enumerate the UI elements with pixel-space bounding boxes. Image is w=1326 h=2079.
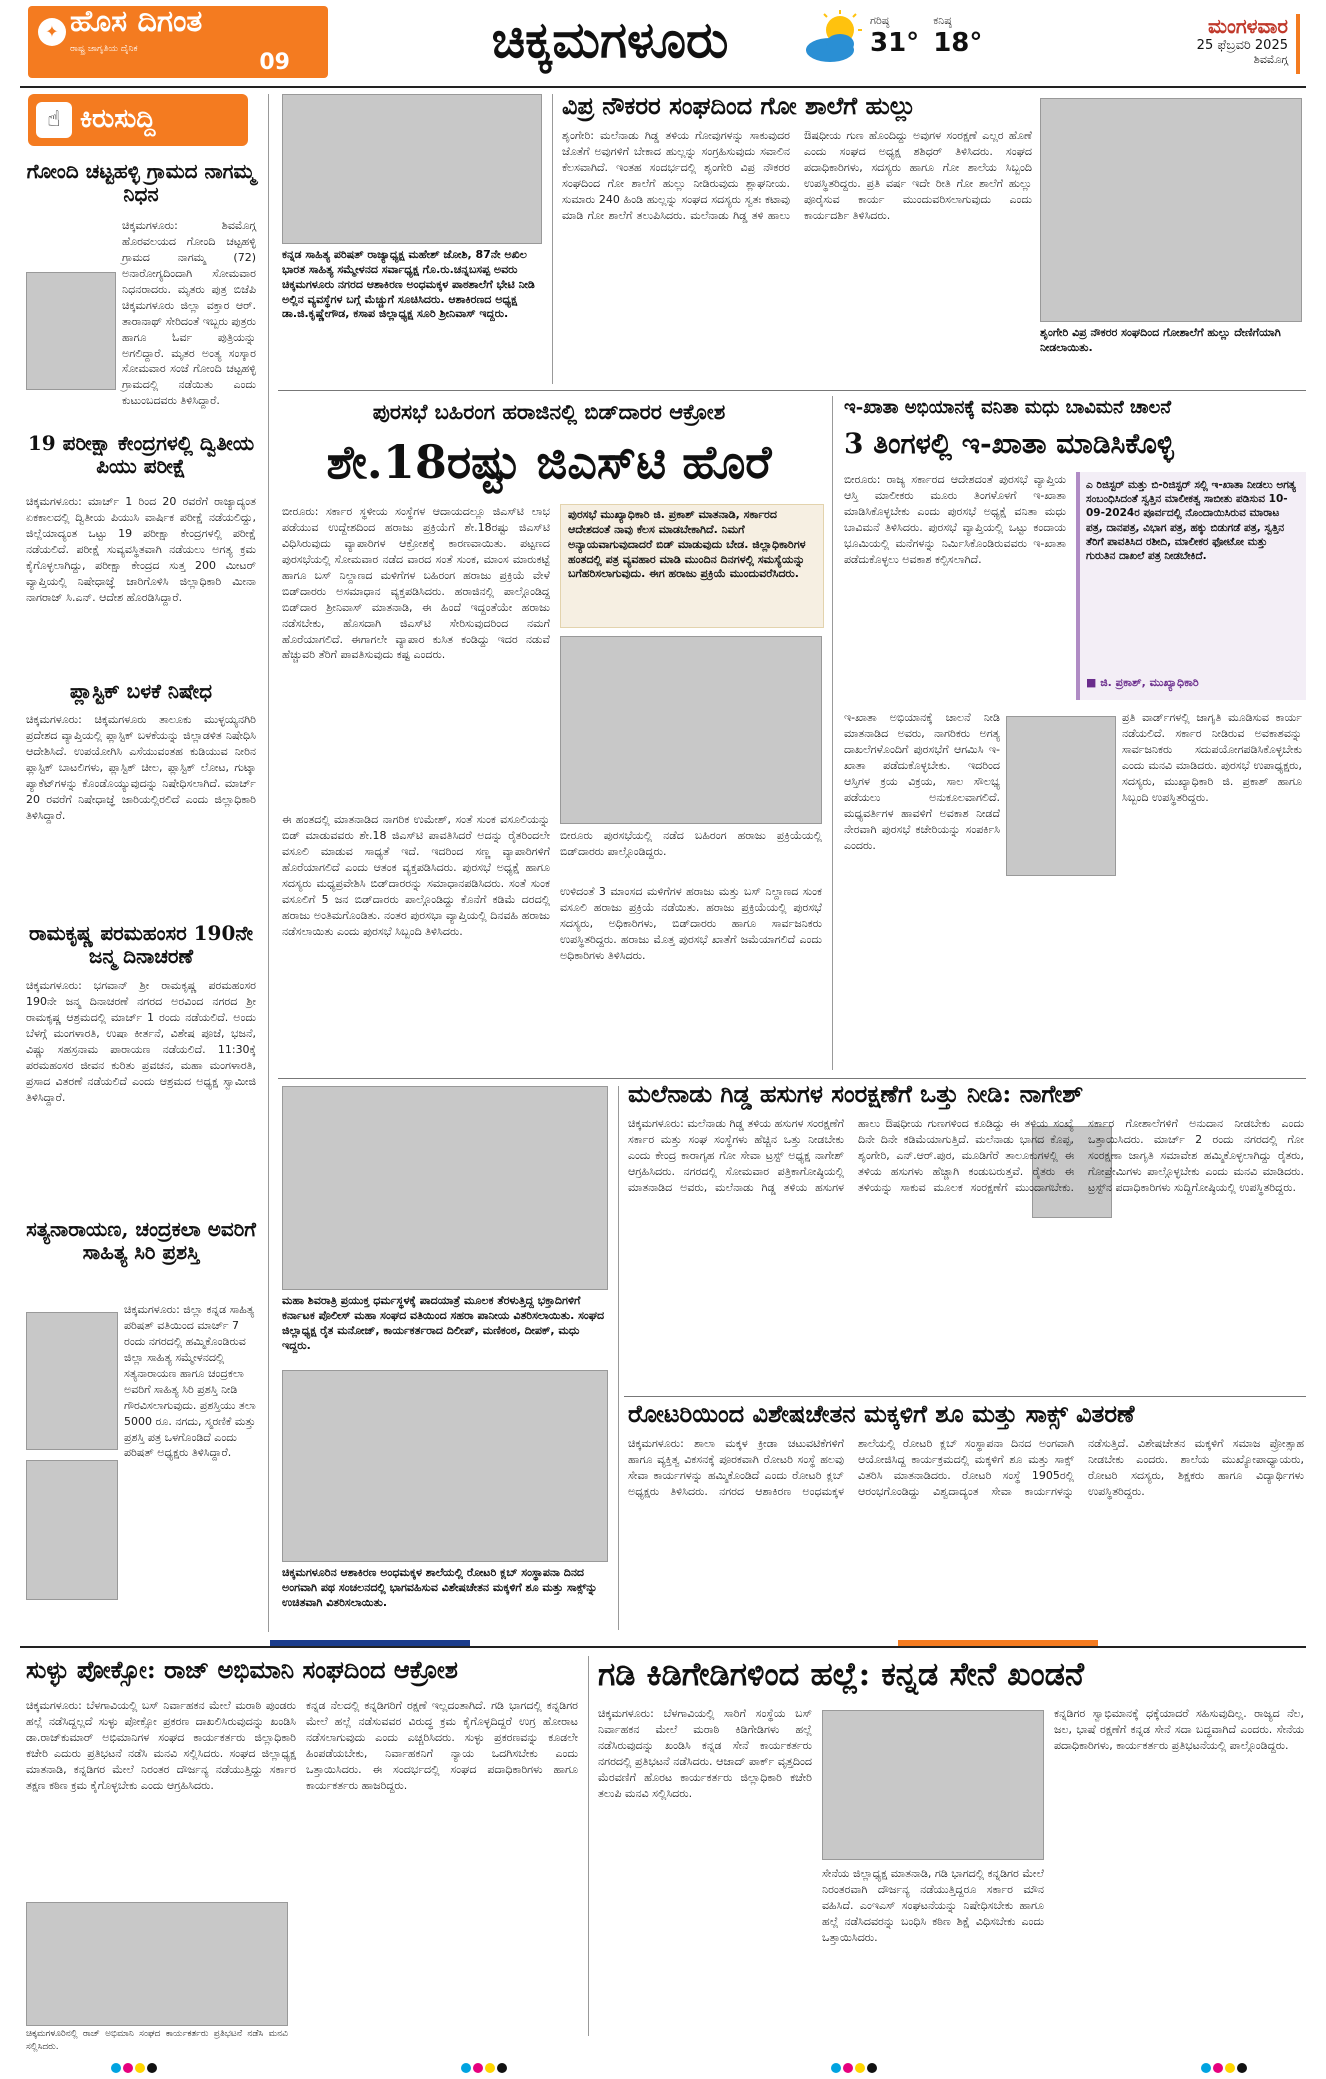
section-rule [278, 390, 1306, 391]
kasapa-visit-photo [282, 94, 542, 244]
ekhata-text-1: ಬೀರೂರು: ರಾಜ್ಯ ಸರ್ಕಾರದ ಆದೇಶದಂತೆ ಪುರಸಭೆ ವ್ಯಾಪ್ತಿಯ ಆಸ್ತಿ ಮಾಲೀಕರು ಮೂರು ತಿಂಗಳೊಳಗೆ ಇ-ಖಾತಾ ಮಾಡಿಸಿಕೊಳ್ಳಬೇಕು ಎಂದು ಪುರಸಭೆ ಅಧ್ಯಕ್ಷೆ ವನಿತಾ ಮಧು ಬಾವಿಮನೆ ತಿಳಿಸಿದರು. ಪುರಸಭೆ ವ್ಯಾಪ್ತಿಯಲ್ಲಿ ಒಟ್ಟು ಕಂದಾಯ ಭೂಮಿಯಲ್ಲಿ ಮನೆಗಳನ್ನು ನಿರ್ಮಿಸಿಕೊಂಡಿರುವವರು ಇ-ಖಾತಾ ಪಡೆದುಕೊಳ್ಳಲು ಅವಕಾಶ ಕಲ್ಪಿಸಲಾಗಿದೆ. [844, 473, 1066, 566]
lead-headline: ಶೇ.18ರಷ್ಟು ಜಿಎಸ್‌ಟಿ ಹೊರೆ [326, 435, 772, 489]
brief-4-text: ಚಿಕ್ಕಮಗಳೂರು: ಭಗವಾನ್ ಶ್ರೀ ರಾಮಕೃಷ್ಣ ಪರಮಹಂಸರ 190ನೇ ಜನ್ಮ ದಿನಾಚರಣೆ ನಗರದ ಅರವಿಂದ ನಗರದ ಶ್ರೀ ರಾಮಕೃಷ್ಣ ಆಶ್ರಮದಲ್ಲಿ ಮಾರ್ಚ್ 1 ರಂದು ನಡೆಯಲಿದೆ. ಅಂದು ಬೆಳಗ್ಗೆ ಮಂಗಳಾರತಿ, ಉಷಾ ಕೀರ್ತನೆ, ವಿಶೇಷ ಪೂಜೆ, ಭಜನೆ, ವಿಷ್ಣು ಸಹಸ್ರನಾಮ ಪಾರಾಯಣ ನಡೆಯಲಿದೆ. 11:30ಕ್ಕೆ ಪರಮಹಂಸರ ಜೀವನ ಕುರಿತು ಪ್ರವಚನ, ಮಹಾ ಮಂಗಳಾರತಿ, ಪ್ರಸಾದ ವಿತರಣೆ ನಡೆಯಲಿದೆ ಎಂದು ಆಶ್ರಮದ ಅಧ್ಯಕ್ಷ ಸ್ವಾಮೀಜಿ ತಿಳಿಸಿದ್ದಾರೆ. [26, 979, 256, 1104]
lead-text-3: ಉಳಿದಂತೆ 3 ಮಾಂಸದ ಮಳಿಗೆಗಳ ಹರಾಜು ಮತ್ತು ಬಸ್ ನಿಲ್ದಾಣದ ಸುಂಕ ವಸೂಲಿ ಹರಾಜು ಪ್ರಕ್ರಿಯೆ ನಡೆಯಿತು. ಹರಾಜು ಪ್ರಕ್ರಿಯೆಯಲ್ಲಿ ಪುರಸಭೆ ಸದಸ್ಯರು, ಅಧಿಕಾರಿಗಳು, ಬಿಡ್‌ದಾರರು ಹಾಗೂ ಸಾರ್ವಜನಿಕರು ಉಪಸ್ಥಿತರಿದ್ದರು. ಹರಾಜು ಮೊತ್ತ ಪುರಸಭೆ ಖಾತೆಗೆ ಜಮೆಯಾಗಲಿದೆ ಎಂದು ಅಧಿಕಾರಿಗಳು ತಿಳಿಸಿದರು. [560, 885, 822, 962]
pocso-text-2: ಕನ್ನಡ ನೆಲದಲ್ಲಿ ಕನ್ನಡಿಗರಿಗೆ ರಕ್ಷಣೆ ಇಲ್ಲದಂತಾಗಿದೆ. ಗಡಿ ಭಾಗದಲ್ಲಿ ಕನ್ನಡಿಗರ ಮೇಲೆ ಹಲ್ಲೆ ನಡೆಸುವವರ ವಿರುದ್ಧ ಕ್ರಮ ಕೈಗೊಳ್ಳದಿದ್ದರೆ ಉಗ್ರ ಹೋರಾಟ ನಡೆಸಲಾಗುವುದು ಎಂದು ಎಚ್ಚರಿಸಿದರು. ಸುಳ್ಳು ಪ್ರಕರಣವನ್ನು ಕೂಡಲೇ ಹಿಂಪಡೆಯಬೇಕು, ನಿರ್ವಾಹಕನಿಗೆ ನ್ಯಾಯ ಒದಗಿಸಬೇಕು ಎಂದು ಒತ್ತಾಯಿಸಿದರು. ಈ ಸಂದರ್ಭದಲ್ಲಿ ಸಂಘದ ಪದಾಧಿಕಾರಿಗಳು ಹಾಗೂ ಕಾರ್ಯಕರ್ತರು ಹಾಜರಿದ್ದರು. [306, 1699, 578, 1792]
brief-1-body: ಚಿಕ್ಕಮಗಳೂರು: ಶಿವಮೊಗ್ಗ ಹೊರವಲಯದ ಗೋಂದಿ ಚಟ್ಟಹಳ್ಳಿ ಗ್ರಾಮದ ನಾಗಮ್ಮ (72) ಅನಾರೋಗ್ಯದಿಂದಾಗಿ ಸೋಮವಾರ ನಿಧನರಾದರು. ಮೃತರು ಪುತ್ರ ಬಿಜೆಪಿ ಚಿಕ್ಕಮಗಳೂರು ಜಿಲ್ಲಾ ವಕ್ತಾರ ಆರ್. ತಾರಾನಾಥ್ ಸೇರಿದಂತೆ ಇಬ್ಬರು ಪುತ್ರರು ಹಾಗೂ ಓರ್ವ ಪುತ್ರಿಯನ್ನು ಅಗಲಿದ್ದಾರೆ. ಮೃತರ ಅಂತ್ಯ ಸಂಸ್ಕಾರ ಸೋಮವಾರ ಸಂಜೆ ಗೋಂದಿ ಚಟ್ಟಹಳ್ಳಿ ಗ್ರಾಮದಲ್ಲಿ ನಡೆಯಿತು ಎಂದು ಕುಟುಂಬದವರು ತಿಳಿಸಿದ್ದಾರೆ. [122, 219, 256, 408]
brief-3-title: ಪ್ಲಾಸ್ಟಿಕ್ ಬಳಕೆ ನಿಷೇಧ [69, 679, 213, 703]
column-rule [268, 94, 269, 1632]
min-temp-label: ಕನಿಷ್ಠ [933, 14, 952, 27]
pocso-photo [26, 1902, 288, 2026]
goshala-text: ಶೃಂಗೇರಿ: ಮಲೆನಾಡು ಗಿಡ್ಡ ತಳಿಯ ಗೋವುಗಳನ್ನು ಸಾಕುವುದರ ಜೊತೆಗೆ ಅವುಗಳಿಗೆ ಬೇಕಾದ ಹುಲ್ಲನ್ನು ಸಂಗ್ರಹಿಸುವುದು ಸವಾಲಿನ ಕೆಲಸವಾಗಿದೆ. ಇಂತಹ ಸಂದರ್ಭದಲ್ಲಿ ಶೃಂಗೇರಿ ವಿಪ್ರ ನೌಕರರ ಸಂಘದಿಂದ ಗೋ ಶಾಲೆಗೆ ಹುಲ್ಲು ನೀಡಿರುವುದು ಶ್ಲಾಘನೀಯ. ಸುಮಾರು 240 ಹಿಂಡಿ ಹುಲ್ಲನ್ನು ಸಂಘದ ಸದಸ್ಯರು ಸ್ವತಃ ಕಟಾವು ಮಾಡಿ ಗೋ ಶಾಲೆಗೆ ತಲುಪಿಸಿದರು. ಮಲೆನಾಡು ಗಿಡ್ಡ ತಳಿ ಹಾಲು ಔಷಧೀಯ ಗುಣ ಹೊಂದಿದ್ದು ಅವುಗಳ ಸಂರಕ್ಷಣೆ ಎಲ್ಲರ ಹೊಣೆ ಎಂದು ಸಂಘದ ಅಧ್ಯಕ್ಷ ಶಶಿಧರ್ ತಿಳಿಸಿದರು. ಸಂಘದ ಪದಾಧಿಕಾರಿಗಳು, ಸದಸ್ಯರು ಹಾಗೂ ಗೋ ಶಾಲೆಯ ಸಿಬ್ಬಂದಿ ಉಪಸ್ಥಿತರಿದ್ದರು. ಪ್ರತಿ ವರ್ಷ ಇದೇ ರೀತಿ ಗೋ ಶಾಲೆಗೆ ಹುಲ್ಲು ಪೂರೈಸುವ ಕಾರ್ಯ ಮುಂದುವರಿಸಲಾಗುವುದು ಎಂದು ಕಾರ್ಯದರ್ಶಿ ತಿಳಿಸಿದರು. [562, 129, 1032, 222]
cyan-dot [831, 2063, 841, 2073]
ekhata-text-2: ಇ-ಖಾತಾ ಅಭಿಯಾನಕ್ಕೆ ಚಾಲನೆ ನೀಡಿ ಮಾತನಾಡಿದ ಅವರು, ನಾಗರಿಕರು ಅಗತ್ಯ ದಾಖಲೆಗಳೊಂದಿಗೆ ಪುರಸಭೆಗೆ ಆಗಮಿಸಿ ಇ-ಖಾತಾ ಪಡೆದುಕೊಳ್ಳಬೇಕು. ಇದರಿಂದ ಆಸ್ತಿಗಳ ಕ್ರಯ ವಿಕ್ರಯ, ಸಾಲ ಸೌಲಭ್ಯ ಪಡೆಯಲು ಅನುಕೂಲವಾಗಲಿದೆ. ಮಧ್ಯವರ್ತಿಗಳ ಹಾವಳಿಗೆ ಅವಕಾಶ ನೀಡದೆ ನೇರವಾಗಿ ಪುರಸಭೆ ಕಚೇರಿಯನ್ನು ಸಂಪರ್ಕಿಸಿ ಎಂದರು. [844, 711, 1000, 852]
yellow-dot [135, 2063, 145, 2073]
section-rule [624, 1396, 1306, 1397]
registration-marks [830, 2058, 910, 2072]
yellow-dot [485, 2063, 495, 2073]
kannada-sene-photo [822, 1710, 1044, 1860]
column-rule [552, 94, 553, 384]
pocso-text-1: ಚಿಕ್ಕಮಗಳೂರು: ಬೆಳಗಾವಿಯಲ್ಲಿ ಬಸ್ ನಿರ್ವಾಹಕನ ಮೇಲೆ ಮರಾಠಿ ಪುಂಡರು ಹಲ್ಲೆ ನಡೆಸಿದ್ದಲ್ಲದೆ ಸುಳ್ಳು ಪೋಕ್ಸೋ ಪ್ರಕರಣ ದಾಖಲಿಸಿರುವುದನ್ನು ಖಂಡಿಸಿ ಡಾ.ರಾಜ್‌ಕುಮಾರ್ ಅಭಿಮಾನಿಗಳ ಸಂಘದ ಕಾರ್ಯಕರ್ತರು ಜಿಲ್ಲಾಧಿಕಾರಿ ಕಚೇರಿ ಎದುರು ಪ್ರತಿಭಟನೆ ನಡೆಸಿ ಮನವಿ ಸಲ್ಲಿಸಿದರು. ಸಂಘದ ಜಿಲ್ಲಾಧ್ಯಕ್ಷ ಮಾತನಾಡಿ, ಕನ್ನಡಿಗರ ಮೇಲೆ ನಿರಂತರ ದೌರ್ಜನ್ಯ ನಡೆಯುತ್ತಿದ್ದು ಸರ್ಕಾರ ತಕ್ಷಣ ಕಠಿಣ ಕ್ರಮ ಕೈಗೊಳ್ಳಬೇಕು ಎಂದು ಆಗ್ರಹಿಸಿದರು. [26, 1699, 296, 1792]
magenta-dot [1213, 2063, 1223, 2073]
malnad-text: ಚಿಕ್ಕಮಗಳೂರು: ಮಲೆನಾಡು ಗಿಡ್ಡ ತಳಿಯ ಹಸುಗಳ ಸಂರಕ್ಷಣೆಗೆ ಸರ್ಕಾರ ಮತ್ತು ಸಂಘ ಸಂಸ್ಥೆಗಳು ಹೆಚ್ಚಿನ ಒತ್ತು ನೀಡಬೇಕು ಎಂದು ಕೇಂದ್ರ ಕಾರಾಗೃಹ ಗೋ ಸೇವಾ ಟ್ರಸ್ಟ್ ಅಧ್ಯಕ್ಷ ನಾಗೇಶ್ ಆಗ್ರಹಿಸಿದರು. ನಗರದಲ್ಲಿ ಸೋಮವಾರ ಪತ್ರಿಕಾಗೋಷ್ಠಿಯಲ್ಲಿ ಮಾತನಾಡಿದ ಅವರು, ಮಲೆನಾಡು ಗಿಡ್ಡ ತಳಿಯ ಹಸುಗಳ ಹಾಲು ಔಷಧೀಯ ಗುಣಗಳಿಂದ ಕೂಡಿದ್ದು ಈ ತಳಿಯ ಸಂಖ್ಯೆ ದಿನೇ ದಿನೇ ಕಡಿಮೆಯಾಗುತ್ತಿದೆ. ಮಲೆನಾಡು ಭಾಗದ ಕೊಪ್ಪ, ಶೃಂಗೇರಿ, ಎನ್.ಆರ್.ಪುರ, ಮೂಡಿಗೆರೆ ತಾಲೂಕುಗಳಲ್ಲಿ ಈ ತಳಿಯ ಹಸುಗಳು ಹೆಚ್ಚಾಗಿ ಕಂಡುಬರುತ್ತವೆ. ರೈತರು ಈ ತಳಿಯನ್ನು ಸಾಕುವ ಮೂಲಕ ಸಂರಕ್ಷಣೆಗೆ ಮುಂದಾಗಬೇಕು. ಸರ್ಕಾರ ಗೋಶಾಲೆಗಳಿಗೆ ಅನುದಾನ ನೀಡಬೇಕು ಎಂದು ಒತ್ತಾಯಿಸಿದರು. ಮಾರ್ಚ್ 2 ರಂದು ನಗರದಲ್ಲಿ ಗೋ ಸಂರಕ್ಷಣಾ ಜಾಗೃತಿ ಸಮಾವೇಶ ಹಮ್ಮಿಕೊಳ್ಳಲಾಗಿದ್ದು ರೈತರು, ಗೋಪ್ರೇಮಿಗಳು ಪಾಲ್ಗೊಳ್ಳಬೇಕು ಎಂದು ಮನವಿ ಮಾಡಿದರು. ಟ್ರಸ್ಟ್‌ನ ಪದಾಧಿಕಾರಿಗಳು ಸುದ್ದಿಗೋಷ್ಠಿಯಲ್ಲಿ ಉಪಸ್ಥಿತರಿದ್ದರು. [628, 1117, 1304, 1194]
lead-text-2: ಈ ಹಂತದಲ್ಲಿ ಮಾತನಾಡಿದ ನಾಗರಿಕ ಉಮೇಶ್, ಸಂತೆ ಸುಂಕ ವಸೂಲಿಯನ್ನು ಬಿಡ್ ಮಾಡುವವರು ಶೇ.18 ಜಿಎಸ್‌ಟಿ ಪಾವತಿಸಿದರೆ ಅದನ್ನು ರೈತರಿಂದಲೇ ವಸೂಲಿ ಮಾಡುವ ಸಾಧ್ಯತೆ ಇದೆ. ಇದರಿಂದ ಸಣ್ಣ ವ್ಯಾಪಾರಿಗಳಿಗೆ ಹೊರೆಯಾಗಲಿದೆ ಎಂದು ಆತಂಕ ವ್ಯಕ್ತಪಡಿಸಿದರು. ಪುರಸಭೆ ಅಧ್ಯಕ್ಷೆ ಹಾಗೂ ಸದಸ್ಯರು ಮಧ್ಯಪ್ರವೇಶಿಸಿ ಬಿಡ್‌ದಾರರನ್ನು ಸಮಾಧಾನಪಡಿಸಿದರು. ಸಂತೆ ಸುಂಕ ವಸೂಲಿಗೆ 5 ಜನ ಬಿಡ್‌ದಾರರು ಪಾಲ್ಗೊಂಡಿದ್ದು ಕೊನೆಗೆ ಕಡಿಮೆ ದರದಲ್ಲಿ ಹರಾಜು ಅಂತಿಮಗೊಂಡಿತು. ನಂತರ ಪುರಸಭಾ ವ್ಯಾಪ್ತಿಯಲ್ಲಿ ದಿನವಹಿ ಹರಾಜು ನಡೆಸಲಾಯಿತು ಎಂದು ಪುರಸಭೆ ಸಿಬ್ಬಂದಿ ತಿಳಿಸಿದರು. [282, 812, 550, 1074]
black-dot [147, 2063, 157, 2073]
date: 25 ಫೆಬ್ರವರಿ 2025 [1196, 38, 1288, 53]
ekhata-headline: 3 ತಿಂಗಳಲ್ಲಿ ಇ-ಖಾತಾ ಮಾಡಿಸಿಕೊಳ್ಳಿ [844, 427, 1174, 460]
magenta-dot [843, 2063, 853, 2073]
column-rule [588, 1656, 589, 2036]
lead-kicker: ಪುರಸಭೆ ಬಹಿರಂಗ ಹರಾಜಿನಲ್ಲಿ ಬಿಡ್‌ದಾರರ ಆಕ್ರೋಶ [372, 399, 726, 424]
brief-5-text: ಚಿಕ್ಕಮಗಳೂರು: ಜಿಲ್ಲಾ ಕನ್ನಡ ಸಾಹಿತ್ಯ ಪರಿಷತ್ ವತಿಯಿಂದ ಮಾರ್ಚ್ 7 ರಂದು ನಗರದಲ್ಲಿ ಹಮ್ಮಿಕೊಂಡಿರುವ ಜಿಲ್ಲಾ ಸಾಹಿತ್ಯ ಸಮ್ಮೇಳನದಲ್ಲಿ ಸತ್ಯನಾರಾಯಣ ಹಾಗೂ ಚಂದ್ರಕಲಾ ಅವರಿಗೆ ಸಾಹಿತ್ಯ ಸಿರಿ ಪ್ರಶಸ್ತಿ ನೀಡಿ ಗೌರವಿಸಲಾಗುವುದು. ಪ್ರಶಸ್ತಿಯು ತಲಾ 5000 ರೂ. ನಗದು, ಸ್ಮರಣಿಕೆ ಮತ್ತು ಪ್ರಶಸ್ತಿ ಪತ್ರ ಒಳಗೊಂಡಿದೆ ಎಂದು ಪರಿಷತ್ ಅಧ್ಯಕ್ಷರು ತಿಳಿಸಿದ್ದಾರೆ. [124, 1303, 256, 1460]
temperature-block [870, 14, 990, 74]
brief-4-title: ರಾಮಕೃಷ್ಣ ಪರಮಹಂಸರ 190ನೇ ಜನ್ಮ ದಿನಾಚರಣೆ [28, 921, 254, 968]
padayatra-photo [282, 1086, 608, 1290]
pocso-title: ಸುಳ್ಳು ಪೋಕ್ಸೋ: ರಾಜ್ ಅಭಿಮಾನಿ ಸಂಘದಿಂದ ಆಕ್ರೋಶ [26, 1655, 458, 1684]
page-number: 09 [259, 50, 290, 75]
pocso-photo-caption: ಚಿಕ್ಕಮಗಳೂರಿನಲ್ಲಿ ರಾಜ್ ಅಭಿಮಾನಿ ಸಂಘದ ಕಾರ್ಯಕರ್ತರು ಪ್ರತಿಭಟನೆ ನಡೆಸಿ ಮನವಿ ಸಲ್ಲಿಸಿದರು. [26, 2029, 288, 2053]
ekhata-highlight: ಎ ರಿಜಿಸ್ಟರ್ ಮತ್ತು ಬಿ-ರಿಜಿಸ್ಟರ್ ಸಲ್ಲಿ ಇ-ಖಾತಾ ನೀಡಲು ಅಗತ್ಯ ಸಂಬಂಧಿಸಿದಂತೆ ಸ್ವತ್ತಿನ ಮಾಲೀಕತ್ವ ಸಾಬೀತು ಪಡಿಸುವ 10-09-2024ರ ಪೂರ್ವದಲ್ಲಿ ನೊಂದಾಯಿಸಿರುವ ಮಾರಾಟ ಪತ್ರ, ದಾನಪತ್ರ, ವಿಭಾಗ ಪತ್ರ, ಹಕ್ಕು ಬಿಡುಗಡೆ ಪತ್ರ, ಸ್ವತ್ತಿನ ತೆರಿಗೆ ಪಾವತಿಸಿದ ರಶೀದಿ, ಮಾಲೀಕರ ಫೋಟೋ ಮತ್ತು ಗುರುತಿನ ದಾಖಲೆ ಪತ್ರ ನೀಡಬೇಕಿದೆ. [1086, 479, 1296, 562]
kannada-sene-text-1: ಚಿಕ್ಕಮಗಳೂರು: ಬೆಳಗಾವಿಯಲ್ಲಿ ಸಾರಿಗೆ ಸಂಸ್ಥೆಯ ಬಸ್ ನಿರ್ವಾಹಕನ ಮೇಲೆ ಮರಾಠಿ ಕಿಡಿಗೇಡಿಗಳು ಹಲ್ಲೆ ನಡೆಸಿರುವುದನ್ನು ಖಂಡಿಸಿ ಕನ್ನಡ ಸೇನೆ ಕಾರ್ಯಕರ್ತರು ನಗರದಲ್ಲಿ ಪ್ರತಿಭಟನೆ ನಡೆಸಿದರು. ಆಜಾದ್ ಪಾರ್ಕ್ ವೃತ್ತದಿಂದ ಮೆರವಣಿಗೆ ಹೊರಟ ಕಾರ್ಯಕರ್ತರು ಜಿಲ್ಲಾಧಿಕಾರಿ ಕಚೇರಿ ತಲುಪಿ ಮನವಿ ಸಲ್ಲಿಸಿದರು. [598, 1707, 812, 1800]
brief-5-title: ಸತ್ಯನಾರಾಯಣ, ಚಂದ್ರಕಲಾ ಅವರಿಗೆ ಸಾಹಿತ್ಯ ಸಿರಿ ಪ್ರಶಸ್ತಿ [26, 1217, 256, 1264]
malnad-title: ಮಲೆನಾಡು ಗಿಡ್ಡ ಹಸುಗಳ ಸಂರಕ್ಷಣೆಗೆ ಒತ್ತು ನೀಡಿ: ನಾಗೇಶ್ [628, 1079, 1084, 1108]
goshala-caption: ಶೃಂಗೇರಿ ವಿಪ್ರ ನೌಕರರ ಸಂಘದಿಂದ ಗೋಶಾಲೆಗೆ ಹುಲ್ಲು ದೇಣಿಗೆಯಾಗಿ ನೀಡಲಾಯಿತು. [1040, 326, 1281, 354]
date-block [1140, 14, 1300, 74]
chandrakala-photo [26, 1460, 118, 1600]
ekhata-highlight-signature: ■ ಜಿ. ಪ್ರಕಾಶ್, ಮುಖ್ಯಾಧಿಕಾರಿ [1086, 676, 1199, 689]
magenta-dot [473, 2063, 483, 2073]
rotary-photo-caption: ಚಿಕ್ಕಮಗಳೂರಿನ ಆಶಾಕಿರಣ ಅಂಧಮಕ್ಕಳ ಶಾಲೆಯಲ್ಲಿ ರೋಟರಿ ಕ್ಲಬ್ ಸಂಸ್ಥಾಪನಾ ದಿನದ ಅಂಗವಾಗಿ ಪಥ ಸಂಚಲನದಲ್ಲಿ ಭಾಗವಹಿಸುವ ವಿಶೇಷಚೇತನ ಮಕ್ಕಳಿಗೆ ಶೂ ಮತ್ತು ಸಾಕ್ಸ್‌ನ್ನು ಉಚಿತವಾಗಿ ವಿತರಿಸಲಾಯಿತು. [282, 1566, 598, 1609]
lead-photo-caption: ಬೀರೂರು ಪುರಸಭೆಯಲ್ಲಿ ನಡೆದ ಬಹಿರಂಗ ಹರಾಜು ಪ್ರಕ್ರಿಯೆಯಲ್ಲಿ ಬಿಡ್‌ದಾರರು ಪಾಲ್ಗೊಂಡಿದ್ದರು. [560, 829, 822, 858]
weekday: ಮಂಗಳವಾರ [1207, 14, 1288, 38]
masthead [0, 0, 1326, 84]
paper-tagline: ರಾಷ್ಟ್ರ ಜಾಗೃತಿಯ ದೈನಿಕ [70, 44, 138, 54]
rotary-photo [282, 1370, 608, 1562]
vanitha-photo [1006, 716, 1116, 876]
lead-photo [560, 636, 822, 824]
kannada-sene-title: ಗಡಿ ಕಿಡಿಗೇಡಿಗಳಿಂದ ಹಲ್ಲೆ: ಕನ್ನಡ ಸೇನೆ ಖಂಡನೆ [598, 1655, 1085, 1693]
kirusuddi-label: ಕಿರುಸುದ್ದಿ [80, 104, 156, 134]
registration-marks [110, 2058, 190, 2072]
cyan-dot [111, 2063, 121, 2073]
brief-1-title: ಗೋಂದಿ ಚಟ್ಟಹಳ್ಳಿ ಗ್ರಾಮದ ನಾಗಮ್ಮ ನಿಧನ [26, 159, 256, 206]
masthead-rule [20, 86, 1306, 88]
kannada-sene-text-3: ಕನ್ನಡಿಗರ ಸ್ವಾಭಿಮಾನಕ್ಕೆ ಧಕ್ಕೆಯಾದರೆ ಸಹಿಸುವುದಿಲ್ಲ. ರಾಜ್ಯದ ನೆಲ, ಜಲ, ಭಾಷೆ ರಕ್ಷಣೆಗೆ ಕನ್ನಡ ಸೇನೆ ಸದಾ ಬದ್ಧವಾಗಿದೆ ಎಂದರು. ಸೇನೆಯ ಪದಾಧಿಕಾರಿಗಳು, ಕಾರ್ಯಕರ್ತರು ಪ್ರತಿಭಟನೆಯಲ್ಲಿ ಪಾಲ್ಗೊಂಡಿದ್ದರು. [1054, 1707, 1304, 1752]
min-temp: 18° [933, 28, 983, 58]
yellow-dot [855, 2063, 865, 2073]
rotary-title: ರೋಟರಿಯಿಂದ ವಿಶೇಷಚೇತನ ಮಕ್ಕಳಿಗೆ ಶೂ ಮತ್ತು ಸಾಕ್ಸ್ ವಿತರಣೆ [628, 1399, 1135, 1428]
goshala-title: ವಿಪ್ರ ನೌಕರರ ಸಂಘದಿಂದ ಗೋ ಶಾಲೆಗೆ ಹುಲ್ಲು [562, 91, 916, 120]
brief-2-text: ಚಿಕ್ಕಮಗಳೂರು: ಮಾರ್ಚ್ 1 ರಿಂದ 20 ರವರೆಗೆ ರಾಜ್ಯಾದ್ಯಂತ ಏಕಕಾಲದಲ್ಲಿ ದ್ವಿತೀಯ ಪಿಯುಸಿ ವಾರ್ಷಿಕ ಪರೀಕ್ಷೆ ನಡೆಯಲಿದ್ದು, ಜಿಲ್ಲೆಯಾದ್ಯಂತ ಒಟ್ಟು 19 ಪರೀಕ್ಷಾ ಕೇಂದ್ರಗಳಲ್ಲಿ ಪರೀಕ್ಷೆ ನಡೆಯಲಿದೆ. ಪರೀಕ್ಷೆ ಸುವ್ಯವಸ್ಥಿತವಾಗಿ ನಡೆಯಲು ಅಗತ್ಯ ಕ್ರಮ ಕೈಗೊಳ್ಳಲಾಗಿದ್ದು, ಪರೀಕ್ಷಾ ಕೇಂದ್ರದ ಸುತ್ತ 200 ಮೀಟರ್ ವ್ಯಾಪ್ತಿಯಲ್ಲಿ ನಿಷೇಧಾಜ್ಞೆ ಜಾರಿಗೊಳಿಸಿ ಜಿಲ್ಲಾಧಿಕಾರಿ ಮೀನಾ ನಾಗರಾಜ್ ಸಿ.ಎನ್. ಆದೇಶ ಹೊರಡಿಸಿದ್ದಾರೆ. [26, 495, 256, 604]
ekhata-text-3: ಪ್ರತಿ ವಾರ್ಡ್‌ಗಳಲ್ಲಿ ಜಾಗೃತಿ ಮೂಡಿಸುವ ಕಾರ್ಯ ನಡೆಯಲಿದೆ. ಸರ್ಕಾರ ನೀಡಿರುವ ಅವಕಾಶವನ್ನು ಸಾರ್ವಜನಿಕರು ಸದುಪಯೋಗಪಡಿಸಿಕೊಳ್ಳಬೇಕು ಎಂದು ಮನವಿ ಮಾಡಿದರು. ಪುರಸಭೆ ಉಪಾಧ್ಯಕ್ಷರು, ಸದಸ್ಯರು, ಮುಖ್ಯಾಧಿಕಾರಿ ಜಿ. ಪ್ರಕಾಶ್ ಹಾಗೂ ಸಿಬ್ಬಂದಿ ಉಪಸ್ಥಿತರಿದ್ದರು. [1122, 711, 1302, 804]
max-temp-label: ಗರಿಷ್ಠ [870, 14, 890, 27]
brief-3-text: ಚಿಕ್ಕಮಗಳೂರು: ಚಿಕ್ಕಮಗಳೂರು ತಾಲೂಕು ಮುಳ್ಳಯ್ಯನಗಿರಿ ಪ್ರದೇಶದ ವ್ಯಾಪ್ತಿಯಲ್ಲಿ ಪ್ಲಾಸ್ಟಿಕ್ ಬಳಕೆಯನ್ನು ಜಿಲ್ಲಾಡಳಿತ ನಿಷೇಧಿಸಿ ಆದೇಶಿಸಿದೆ. ಉಪಯೋಗಿಸಿ ಎಸೆಯುವಂತಹ ಕುಡಿಯುವ ನೀರಿನ ಪ್ಲಾಸ್ಟಿಕ್ ಬಾಟಲಿಗಳು, ಪ್ಲಾಸ್ಟಿಕ್ ಚೀಲ, ಪ್ಲಾಸ್ಟಿಕ್ ಲೋಟ, ಗುಟ್ಕಾ ಪ್ಯಾಕೆಟ್‌ಗಳನ್ನು ಕೊಂಡೊಯ್ಯುವುದನ್ನು ನಿಷೇಧಿಸಲಾಗಿದೆ. ಮಾರ್ಚ್ 20 ರವರೆಗೆ ನಿಷೇಧಾಜ್ಞೆ ಜಾರಿಯಲ್ಲಿರಲಿದೆ ಎಂದು ಜಿಲ್ಲಾಧಿಕಾರಿ ತಿಳಿಸಿದ್ದಾರೆ. [26, 713, 256, 822]
paper-name: ಹೊಸ ದಿಗಂತ [70, 4, 203, 39]
weather-icon [800, 10, 870, 70]
ekhata-kicker: ಇ-ಖಾತಾ ಅಭಿಯಾನಕ್ಕೆ ವನಿತಾ ಮಧು ಬಾವಿಮನೆ ಚಾಲನೆ [844, 397, 1172, 418]
brief-2-title: 19 ಪರೀಕ್ಷಾ ಕೇಂದ್ರಗಳಲ್ಲಿ ದ್ವಿತೀಯ ಪಿಯು ಪರೀಕ್ಷೆ [27, 431, 255, 478]
sathyanarayana-photo [26, 1312, 118, 1450]
hand-icon: ☝ [36, 102, 72, 138]
section-rule [20, 1646, 1306, 1648]
column-rule [832, 396, 833, 1070]
black-dot [1237, 2063, 1247, 2073]
black-dot [497, 2063, 507, 2073]
magenta-dot [123, 2063, 133, 2073]
lead-text-1: ಬೀರೂರು: ಸರ್ಕಾರ ಸ್ಥಳೀಯ ಸಂಸ್ಥೆಗಳ ಆದಾಯದಲ್ಲೂ ಜಿಎಸ್‌ಟಿ ಲಾಭ ಪಡೆಯುವ ಉದ್ದೇಶದಿಂದ ಹರಾಜು ಪ್ರಕ್ರಿಯೆಗೆ ಶೇ.18ರಷ್ಟು ಜಿಎಸ್‌ಟಿ ವಿಧಿಸಿರುವುದು ವ್ಯಾಪಾರಿಗಳ ಆಕ್ರೋಶಕ್ಕೆ ಕಾರಣವಾಯಿತು. ಪಟ್ಟಣದ ಪುರಸಭೆಯಲ್ಲಿ ಸೋಮವಾರ ನಡೆದ ವಾರದ ಸಂತೆ ಸುಂಕ, ಮಾಂಸ ಮಾರುಕಟ್ಟೆ ಹಾಗೂ ಬಸ್ ನಿಲ್ದಾಣದ ಮಳಿಗೆಗಳ ಬಹಿರಂಗ ಹರಾಜು ಪ್ರಕ್ರಿಯೆ ವೇಳೆ ಬಿಡ್‌ದಾರರು ಅಸಮಾಧಾನ ವ್ಯಕ್ತಪಡಿಸಿದರು. ಹರಾಜಿನಲ್ಲಿ ಪಾಲ್ಗೊಂಡಿದ್ದ ಬಿಡ್‌ದಾರ ಶ್ರೀನಿವಾಸ್ ಮಾತನಾಡಿ, ಈ ಹಿಂದೆ ಇದ್ದಂತೆಯೇ ಹರಾಜು ನಡೆಸಬೇಕು, ಹೊಸದಾಗಿ ಜಿಎಸ್‌ಟಿ ಸೇರಿಸುವುದರಿಂದ ನಮಗೆ ಹೊರೆಯಾಗಲಿದೆ. ಈಗಾಗಲೇ ವ್ಯಾಪಾರ ಕುಸಿತ ಕಂಡಿದ್ದು ಇದರ ನಡುವೆ ಹೆಚ್ಚುವರಿ ತೆರಿಗೆ ಪಾವತಿಸುವುದು ಕಷ್ಟ ಎಂದರು. [282, 505, 550, 662]
column-rule [618, 1086, 619, 1630]
black-dot [867, 2063, 877, 2073]
brief-1-text [26, 218, 256, 410]
max-temp: 31° [870, 28, 920, 58]
goshala-photo [1040, 98, 1302, 322]
registration-marks [1200, 2058, 1280, 2072]
lead-quote: ಪುರಸಭೆ ಮುಖ್ಯಾಧಿಕಾರಿ ಜಿ. ಪ್ರಕಾಶ್ ಮಾತನಾಡಿ, ಸರ್ಕಾರದ ಆದೇಶದಂತೆ ನಾವು ಕೆಲಸ ಮಾಡಬೇಕಾಗಿದೆ. ನಿಮಗೆ ಅನ್ಯಾಯವಾಗುವುದಾದರೆ ಬಿಡ್ ಮಾಡುವುದು ಬೇಡ. ಜಿಲ್ಲಾಧಿಕಾರಿಗಳ ಹಂತದಲ್ಲಿ ಪತ್ರ ವ್ಯವಹಾರ ಮಾಡಿ ಮುಂದಿನ ದಿನಗಳಲ್ಲಿ ಸಮಸ್ಯೆಯನ್ನು ಬಗೆಹರಿಸಲಾಗುವುದು. ಈಗ ಹರಾಜು ಪ್ರಕ್ರಿಯೆ ಮುಂದುವರೆಸಿದರು. [568, 508, 806, 581]
rotary-text: ಚಿಕ್ಕಮಗಳೂರು: ಶಾಲಾ ಮಕ್ಕಳ ಕ್ರೀಡಾ ಚಟುವಟಿಕೆಗಳಿಗೆ ಹಾಗೂ ವ್ಯಕ್ತಿತ್ವ ವಿಕಸನಕ್ಕೆ ಪೂರಕವಾಗಿ ರೋಟರಿ ಸಂಸ್ಥೆ ಹಲವು ಸೇವಾ ಕಾರ್ಯಗಳನ್ನು ಹಮ್ಮಿಕೊಂಡಿದೆ ಎಂದು ರೋಟರಿ ಕ್ಲಬ್ ಅಧ್ಯಕ್ಷರು ತಿಳಿಸಿದರು. ನಗರದ ಆಶಾಕಿರಣ ಅಂಧಮಕ್ಕಳ ಶಾಲೆಯಲ್ಲಿ ರೋಟರಿ ಕ್ಲಬ್ ಸಂಸ್ಥಾಪನಾ ದಿನದ ಅಂಗವಾಗಿ ಆಯೋಜಿಸಿದ್ದ ಕಾರ್ಯಕ್ರಮದಲ್ಲಿ ಮಕ್ಕಳಿಗೆ ಶೂ ಮತ್ತು ಸಾಕ್ಸ್ ವಿತರಿಸಿ ಮಾತನಾಡಿದರು. ರೋಟರಿ ಸಂಸ್ಥೆ 1905ರಲ್ಲಿ ಆರಂಭಗೊಂಡಿದ್ದು ವಿಶ್ವದಾದ್ಯಂತ ಸೇವಾ ಕಾರ್ಯಗಳನ್ನು ನಡೆಸುತ್ತಿದೆ. ವಿಶೇಷಚೇತನ ಮಕ್ಕಳಿಗೆ ಸಮಾಜ ಪ್ರೋತ್ಸಾಹ ನೀಡಬೇಕು ಎಂದರು. ಶಾಲೆಯ ಮುಖ್ಯೋಪಾಧ್ಯಾಯರು, ರೋಟರಿ ಸದಸ್ಯರು, ಶಿಕ್ಷಕರು ಹಾಗೂ ವಿದ್ಯಾರ್ಥಿಗಳು ಉಪಸ್ಥಿತರಿದ್ದರು. [628, 1437, 1304, 1498]
yellow-dot [1225, 2063, 1235, 2073]
cyan-dot [1201, 2063, 1211, 2073]
kasapa-visit-caption: ಕನ್ನಡ ಸಾಹಿತ್ಯ ಪರಿಷತ್ ರಾಜ್ಯಾಧ್ಯಕ್ಷ ಮಹೇಶ್ ಜೋಶಿ, 87ನೇ ಅಖಿಲ ಭಾರತ ಸಾಹಿತ್ಯ ಸಮ್ಮೇಳನದ ಸರ್ವಾಧ್ಯಕ್ಷ ಗೊ.ರು.ಚನ್ನಬಸಪ್ಪ ಅವರು ಚಿಕ್ಕಮಗಳೂರು ನಗರದ ಆಶಾಕಿರಣ ಅಂಧಮಕ್ಕಳ ಪಾಠಶಾಲೆಗೆ ಭೇಟಿ ನೀಡಿ ಅಲ್ಲಿನ ವ್ಯವಸ್ಥೆಗಳ ಬಗ್ಗೆ ಮೆಚ್ಚುಗೆ ಸೂಚಿಸಿದರು. ಆಶಾಕಿರಣದ ಅಧ್ಯಕ್ಷ ಡಾ.ಜಿ.ಕೃಷ್ಣೇಗೌಡ, ಕಸಾಪ ಜಿಲ್ಲಾಧ್ಯಕ್ಷ ಸೂರಿ ಶ್ರೀನಿವಾಸ್ ಇದ್ದರು. [282, 248, 535, 321]
cyan-dot [461, 2063, 471, 2073]
padayatra-caption: ಮಹಾ ಶಿವರಾತ್ರಿ ಪ್ರಯುಕ್ತ ಧರ್ಮಸ್ಥಳಕ್ಕೆ ಪಾದಯಾತ್ರೆ ಮೂಲಕ ತೆರಳುತ್ತಿದ್ದ ಭಕ್ತಾದಿಗಳಿಗೆ ಕರ್ನಾಟಕ ಪೊಲೀಸ್ ಮಹಾ ಸಂಘದ ವತಿಯಿಂದ ಸಹರಾ ಪಾನೀಯ ವಿತರಿಸಲಾಯಿತು. ಸಂಘದ ಜಿಲ್ಲಾಧ್ಯಕ್ಷ ರೈತ ಮನೋಜ್, ಕಾರ್ಯಕರ್ತರಾದ ದಿಲೀಪ್, ಮಣಿಕಂಠ, ದೀಪಕ್, ಮಧು ಇದ್ದರು. [282, 1294, 605, 1352]
edition-city: ಶಿವಮೊಗ್ಗ [1253, 53, 1288, 66]
kannada-sene-text-2: ಸೇನೆಯ ಜಿಲ್ಲಾಧ್ಯಕ್ಷ ಮಾತನಾಡಿ, ಗಡಿ ಭಾಗದಲ್ಲಿ ಕನ್ನಡಿಗರ ಮೇಲೆ ನಿರಂತರವಾಗಿ ದೌರ್ಜನ್ಯ ನಡೆಯುತ್ತಿದ್ದರೂ ಸರ್ಕಾರ ಮೌನ ವಹಿಸಿದೆ. ಎಂಇಎಸ್ ಸಂಘಟನೆಯನ್ನು ನಿಷೇಧಿಸಬೇಕು ಹಾಗೂ ಹಲ್ಲೆ ನಡೆಸಿದವರನ್ನು ಬಂಧಿಸಿ ಕಠಿಣ ಶಿಕ್ಷೆ ವಿಧಿಸಬೇಕು ಎಂದು ಒತ್ತಾಯಿಸಿದರು. [822, 1867, 1044, 1944]
lamp-icon: ✦ [38, 18, 66, 46]
registration-marks [460, 2058, 540, 2072]
district-title: ಚಿಕ್ಕಮಗಳೂರು [491, 10, 729, 69]
